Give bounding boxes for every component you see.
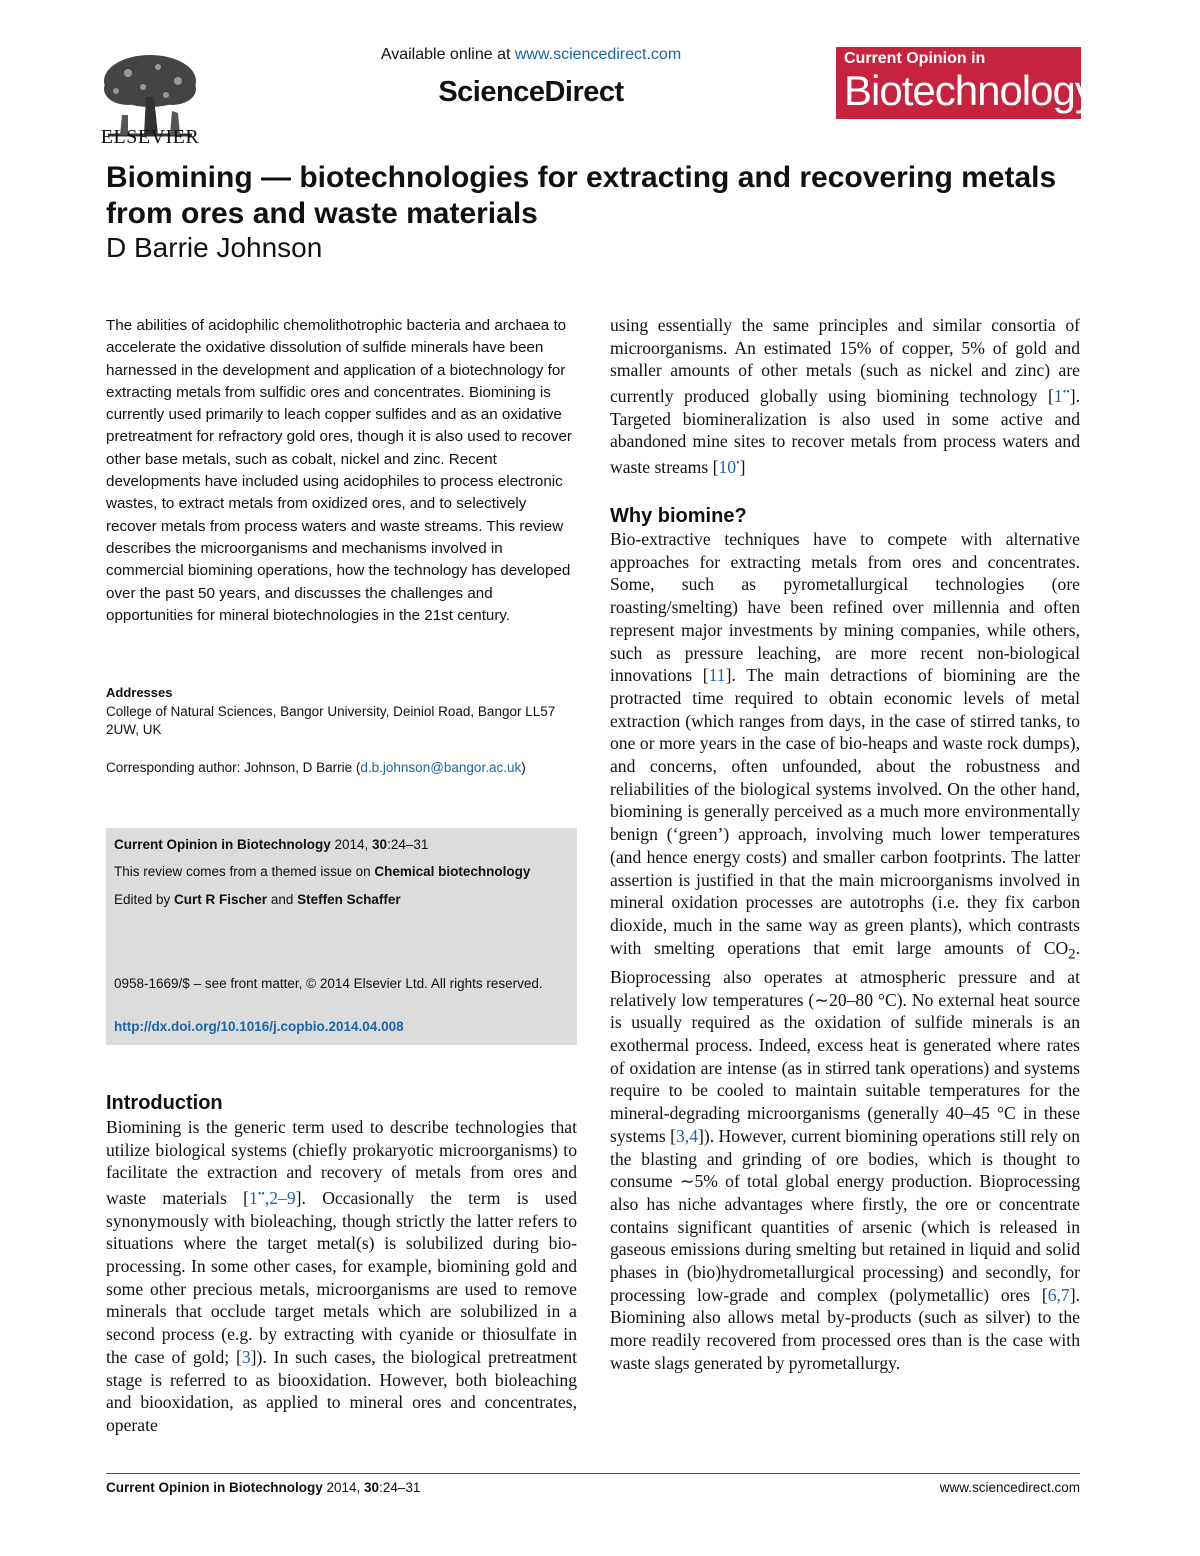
info-year: 2014, xyxy=(330,837,373,852)
ref-1-number-2: 1 xyxy=(1053,385,1063,406)
footer-url: www.sciencedirect.com xyxy=(939,1480,1080,1495)
info-pages: :24–31 xyxy=(387,837,429,852)
platform-name: ScienceDirect xyxy=(438,76,624,108)
why-text-b: ]. The main detractions of biomining are the protracted time required to obtain economic levels of metal extraction (which ranges from days, in the case of stirred tanks, to one or more years in the case of bio-heaps and waste rock dumps), and concerns, often unfounded, about the robustness and reliabilities of the biological systems involved. On the other hand, biomining is generally perceived as a much more environmentally benign (‘green’) approach, involving much lower temperatures (and hence energy costs) and smaller carbon footprints. The latter assertion is justified in that the main microorganisms involved in mineral oxidation processes are autotrophs (i.e. they fix carbon dioxide, much in the same way as green plants), which contrasts with smelting operations that emit large amounts of CO xyxy=(610,665,1080,958)
info-themed-prefix: This review comes from a themed issue on xyxy=(114,864,375,879)
cont-text-3: ] xyxy=(739,456,746,477)
journal-badge xyxy=(836,47,1095,119)
info-citation xyxy=(114,837,428,852)
ref-1-link[interactable] xyxy=(249,1188,265,1208)
info-themed-issue xyxy=(114,864,530,879)
article-title: Biomining — biotechnologies for extracting and recovering metals from ores and waste materials xyxy=(106,161,1057,230)
info-journal: Current Opinion in Biotechnology xyxy=(114,837,331,852)
ref-11-link[interactable]: 11 xyxy=(708,665,726,686)
footer-rule xyxy=(106,1473,1080,1474)
journal-badge-line1: Current Opinion in xyxy=(844,50,986,67)
journal-badge-line2: Biotechnology xyxy=(844,67,1095,114)
co2-subscript: 2 xyxy=(1068,946,1076,963)
available-online xyxy=(300,46,762,64)
ref-10-link[interactable] xyxy=(718,457,739,477)
ref-10-mark: • xyxy=(736,458,740,470)
addresses-heading: Addresses xyxy=(106,685,173,700)
ref-1-number: 1 xyxy=(249,1187,258,1208)
info-edited-and: and xyxy=(267,892,298,907)
ref-3-link[interactable]: 3 xyxy=(241,1346,251,1367)
available-label: Available online at xyxy=(380,46,515,63)
corresponding-author xyxy=(106,760,586,775)
ref-1-link-2[interactable] xyxy=(1054,386,1070,406)
why-biomine-paragraph xyxy=(610,528,1080,1375)
cont-text-1: using essentially the same principles and similar consortia of microorganisms. An estimated 15% of copper, 5% of gold and smaller amounts of other metals (such as nickel and zinc) are currently produced globally using biomining technology [ xyxy=(610,315,1080,406)
author-email-link[interactable]: d.b.johnson@bangor.ac.uk xyxy=(360,760,522,775)
info-editor-2: Steffen Schaffer xyxy=(297,892,401,907)
why-text-c: . Bioprocessing also operates at atmospheric pressure and at relatively low temperatures (∼20–80 °C). No external heat source is usually required as the oxidation of sulfide minerals is an exothermal process. Indeed, excess heat is generated where rates of oxidation are intense (as in stirred tank operations) and systems require to be cooled to maintain suitable temperatures for the mineral-degrading microorganisms (generally 40–45 °C in these systems [ xyxy=(610,937,1080,1146)
introduction-paragraph xyxy=(106,1116,577,1437)
introduction-heading: Introduction xyxy=(106,1092,223,1114)
info-volume: 30 xyxy=(372,837,388,852)
why-biomine-heading: Why biomine? xyxy=(610,505,747,527)
abstract: The abilities of acidophilic chemolithotrophic bacteria and archaea to accelerate the oxidative dissolution of sulfide minerals have been harnessed in the development and application of a biotechnology for extracting metals from sulfidic ores and concentrates. Biomining is currently used primarily to leach copper sulfides and as an oxidative pretreatment for refractory gold ores, though it is also used to recover other base metals, such as cobalt, nickel and zinc. Recent developments have included using acidophiles to process electronic wastes, to extract metals from oxidized ores, and to selectively recover metals from process waters and waste streams. This review describes the microorganisms and mechanisms involved in commercial biomining operations, how the technology has developed over the past 50 years, and discusses the challenges and opportunities for mineral biotechnologies in the 21st century. xyxy=(106,317,572,624)
footer-pages: :24–31 xyxy=(379,1480,421,1495)
cont-text-2: ]. Targeted biomineralization is also used in some active and abandoned mine sites to recover metals from process waters and waste streams [ xyxy=(610,385,1080,477)
intro-text-3: ]). In such cases, the biological pretreatment stage is referred to as biooxidation. However, both bioleaching and biooxidation, as applied to mineral ores and concentrates, operate xyxy=(106,1346,578,1435)
publisher-name: ELSEVIER xyxy=(100,126,200,148)
sciencedirect-link[interactable]: www.sciencedirect.com xyxy=(514,46,682,63)
ref-1-mark: •• xyxy=(257,1189,265,1201)
ref-10-number: 10 xyxy=(718,456,737,477)
why-text-e: ]. Biomining also allows metal by-products (such as silver) to the more readily recovered from processed ores than is the case with waste slags generated by pyrometallurgy. xyxy=(610,1284,1080,1373)
info-doi xyxy=(114,1019,404,1034)
continuation-paragraph xyxy=(610,314,1080,479)
info-editors xyxy=(114,892,401,907)
info-copyright: 0958-1669/$ – see front matter, © 2014 Elsevier Ltd. All rights reserved. xyxy=(114,976,543,991)
why-text-d: ]). However, current biomining operations still rely on the blasting and grinding of ore bodies, which is thought to consume ∼5% of total global energy production. Bioprocessing also has niche advantages where firstly, the ore or concentrate contains significant quantities of arsenic (which is released in gaseous emissions during smelting but retained in liquid and solid phases in (bio)hydrometallurgical processing) and secondly, for processing low-grade and complex (polymetallic) ores [ xyxy=(610,1125,1080,1305)
corresponding-suffix: ) xyxy=(521,760,526,775)
ref-1-mark-2: •• xyxy=(1062,387,1070,399)
why-text-a: Bio-extractive techniques have to compete with alternative approaches for extracting metals from ores and concentrates. Some, such as pyrometallurgical technologies (ore roasting/smelting) have been refined over millennia and often represent major investments by mining companies, while others, such as pressure leaching, are more recent non-biological innovations [ xyxy=(610,529,1080,686)
info-editor-1: Curt R Fischer xyxy=(174,892,268,907)
footer-citation xyxy=(106,1480,420,1495)
intro-text-1: Biomining is the generic term used to describe technologies that utilize biological systems (chiefly prokaryotic microorganisms) to facilitate the extraction and recovery of metals from ores and waste materials [ xyxy=(106,1117,577,1208)
footer-volume: 30 xyxy=(364,1480,380,1495)
footer-journal: Current Opinion in Biotechnology xyxy=(106,1480,323,1495)
corresponding-prefix: Corresponding author: Johnson, D Barrie ( xyxy=(106,760,361,775)
article-author: D Barrie Johnson xyxy=(106,232,323,263)
footer-year: 2014, xyxy=(322,1480,365,1495)
ref-2-9-link[interactable]: ,2–9 xyxy=(264,1187,296,1208)
ref-3-4-link[interactable]: 3,4 xyxy=(676,1125,698,1146)
article-info-box xyxy=(106,828,577,1045)
ref-6-7-link[interactable]: 6,7 xyxy=(1047,1284,1070,1305)
doi-link[interactable]: http://dx.doi.org/10.1016/j.copbio.2014.04.008 xyxy=(114,1019,404,1034)
info-edited-prefix: Edited by xyxy=(114,892,175,907)
intro-text-2: ]. Occasionally the term is used synonymously with bioleaching, though strictly the latter refers to situations where the target metal(s) is solubilized during bio-processing. In some other cases, for example, biomining gold and some other precious metals, microorganisms are used to remove minerals that occlude target metals which are solubilized in a second process (e.g. by extracting with cyanide or thiosulfate in the case of gold; [ xyxy=(106,1187,578,1367)
info-themed-topic: Chemical biotechnology xyxy=(374,864,531,879)
addresses-text: College of Natural Sciences, Bangor University, Deiniol Road, Bangor LL57 2UW, UK xyxy=(106,704,556,737)
